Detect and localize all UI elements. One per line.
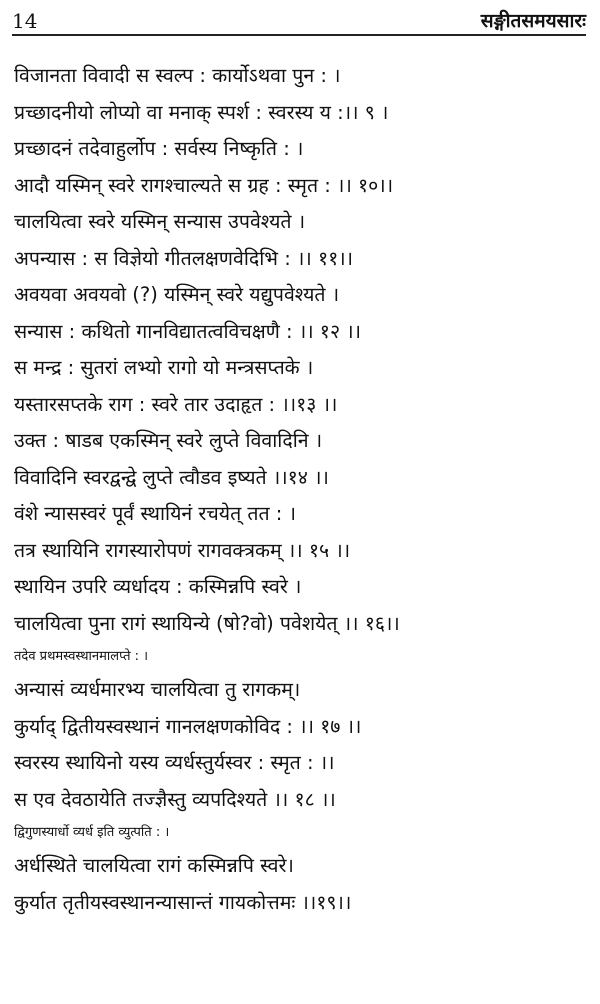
commentary-line: द्विगुणस्यार्धो व्यर्ध इति व्युत्पति : । [14,825,170,840]
verse-line: चालयित्वा स्वरे यस्मिन् सन्यास उपवेश्यते । [14,210,306,233]
running-title: सङ्गीतसमयसारः [480,10,586,32]
verse-line: उक्त : षाडब एकस्मिन् स्वरे लुप्ते विवादिनि । [14,429,323,452]
commentary-line: तदेव प्रथमस्वस्थानमालप्ते : । [14,649,149,664]
page-number: 14 [12,9,38,33]
verse-line: स एव देवठायेति तज्ज्ञैस्तु व्यपदिश्यते ।। १८ ।। [14,787,336,811]
verse-line: आदौ यस्मिन् स्वरे रागश्चाल्यते स ग्रह : स्मृत : ।। १०।। [14,173,394,197]
verse-line: अपन्यास : स विज्ञेयो गीतलक्षणवेदिभि : ।। ११।। [14,246,354,270]
verse-line: प्रच्छादनीयो लोप्यो वा मनाक् स्पर्श : स्वरस्य य :।। ९ । [14,100,389,124]
verse-line: कुर्याद् द्वितीयस्वस्थानं गानलक्षणकोविद : ।। १७ ।। [14,714,362,738]
verse-line: चालयित्वा पुना रागं स्थायिन्ये (षो?वो) पवेशयेत् ।। १६।। [14,611,400,635]
verse-line: तत्र स्थायिनि रागस्यारोपणं रागवक्त्रकम् ।। १५ ।। [14,538,351,562]
verse-line: विवादिनि स्वरद्वन्द्वे लुप्ते त्वौडव इष्यते ।।१४ ।। [14,465,329,489]
verse-line: वंशे न्यासस्वरं पूर्वं स्थायिनं रचयेत् तत : । [14,502,296,525]
verse-line: यस्तारसप्तके राग : स्वरे तार उदाहृत : ।।१३ ।। [14,392,338,416]
page-header [12,4,586,36]
verse-line: विजानता विवादी स स्वल्प : कार्योऽथवा पुन : । [14,64,341,87]
verse-line: अन्यासं व्यर्धमारभ्य चालयित्वा तु रागकम्। [14,678,301,701]
verse-line: स मन्द्र : सुतरां लभ्यो रागो यो मन्त्रसप्तके । [14,356,314,379]
verse-line: स्थायिन उपरि व्यर्धादय : कस्मिन्नपि स्वरे । [14,575,302,598]
verse-line: अर्धस्थिते चालयित्वा रागं कस्मिन्नपि स्वरे। [14,854,294,877]
verse-line: अवयवा अवयवो (?) यस्मिन् स्वरे यद्युपवेश्यते । [14,283,340,306]
verse-line: सन्यास : कथितो गानविद्यातत्वविचक्षणै : ।। १२ ।। [14,319,362,343]
verse-line: स्वरस्य स्थायिनो यस्य व्यर्धस्तुर्यस्वर : स्मृत : ।। [14,751,335,774]
verse-text-block [14,58,590,921]
verse-line: प्रच्छादनं तदेवाहुर्लोप : सर्वस्य निष्कृति : । [14,137,304,160]
verse-line: कुर्यात तृतीयस्वस्थानन्यासान्तं गायकोत्तमः ।।१९।। [14,890,352,914]
